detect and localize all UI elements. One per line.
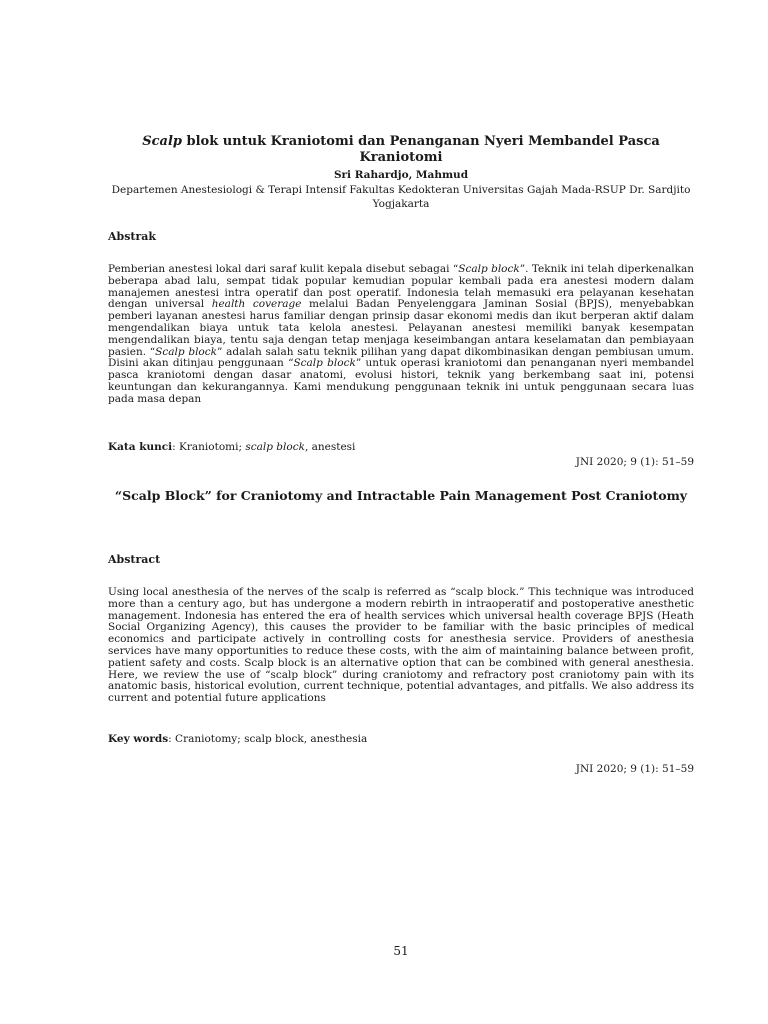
affiliation-line-1: Departemen Anestesiologi & Terapi Intensif Fakultas Kedokteran Universitas Gajah Mada-RSUP Dr. Sardjito — [111, 184, 691, 196]
page-number: 51 — [393, 944, 409, 958]
kata-kunci-sep: : Kraniotomi; — [172, 441, 246, 453]
key-words-rest: : Craniotomy; scalp block, anesthesia — [168, 733, 368, 745]
affiliation-line-2: Yogjakarta — [372, 198, 430, 210]
title-indonesian — [108, 134, 694, 166]
key-words-label: Key words — [108, 733, 169, 745]
key-words — [108, 732, 367, 746]
kata-kunci-label: Kata kunci — [108, 441, 173, 453]
citation-indonesian: JNI 2020; 9 (1): 51–59 — [575, 456, 694, 468]
authors: Sri Rahardjo, Mahmud — [333, 169, 469, 181]
abstrak-italic-3: Scalp block — [155, 345, 217, 358]
abstrak-paragraph — [108, 264, 694, 406]
kata-kunci — [108, 440, 355, 454]
title-rest: blok untuk Kraniotomi dan Penanganan Nyeri Membandel Pasca Kraniotomi — [181, 134, 660, 165]
abstrak-text-2: ”. Teknik ini telah diperkenalkan beberapa abad lalu, sempat tidak popular kemudian popular kembali pada era anestesi modern dalam manajemen anestesi intra operatif dan post operatif. Indonesia telah memasuki era pelayanan kesehatan dengan universal — [108, 263, 694, 311]
abstrak-heading: Abstrak — [108, 230, 157, 243]
abstrak-italic-2: health coverage — [211, 298, 302, 311]
abstrak-italic-1: Scalp block — [458, 263, 520, 275]
abstrak-text-4: ” adalah salah satu teknik pilihan yang dapat dikombinasikan dengan pembiusan umum. Disini akan ditinjau penggunaan “ — [108, 345, 694, 370]
kata-kunci-rest: , anestesi — [304, 441, 356, 453]
abstrak-text-3: melalui Badan Penyelenggara Jaminan Sosial (BPJS), menyebabkan pemberi layanan anestesi harus familiar dengan prinsip dasar ekonomi medis dan ikut berperan aktif dalam mengendalikan biaya untuk tata kelola anestesi. Pelayanan anestesi memiliki banyak kesempatan mengendalikan biaya, tentu saja dengan tetap menjaga keseimbangan antara keselamatan dan pembiayaan pasien. “ — [108, 298, 695, 358]
kata-kunci-italic: scalp block — [245, 441, 305, 453]
paper-page — [108, 0, 694, 1024]
citation-english: JNI 2020; 9 (1): 51–59 — [575, 763, 694, 775]
abstract-body — [108, 587, 694, 705]
abstrak-text-5: ” untuk operasi kraniotomi dan penanganan nyeri membandel pasca kraniotomi dengan dasar anatomi, evolusi histori, teknik yang berkembang saat ini, potensi keuntungan dan kekurangannya. Kami mendukung penggunaan teknik ini untuk penggunaan secara luas pada masa depan — [108, 357, 694, 405]
abstract-paragraph: Using local anesthesia of the nerves of the scalp is referred as “scalp block.” This technique was introduced more than a century ago, but has undergone a modern rebirth in intraoperatif and postoperative anesthetic management. Indonesia has entered the era of health services which universal health coverage BPJS (Heath Social Organizing Agency), this causes the provider to be familiar with the basic principles of medical economics and participate actively in controlling costs for anesthesia service. Providers of anesthesia services have many opportunities to reduce these costs, with the aim of maintaining balance between profit, patient safety and costs. Scalp block is an alternative option that can be combined with general anesthesia. Here, we review the use of “scalp block” during craniotomy and refractory post craniotomy pain with its anatomic basis, historical evolution, current technique, potential advantages, and pitfalls. We also address its current and potential future applications — [108, 586, 694, 705]
title-italic-lead: Scalp — [142, 134, 182, 149]
abstract-heading: Abstract — [108, 553, 161, 566]
abstrak-body — [108, 264, 694, 406]
title-english: “Scalp Block” for Craniotomy and Intractable Pain Management Post Craniotomy — [114, 488, 688, 503]
affiliation — [108, 183, 694, 211]
abstrak-italic-4: Scalp block — [293, 357, 356, 370]
abstrak-text-1: Pemberian anestesi lokal dari saraf kulit kepala disebut sebagai “ — [108, 263, 459, 275]
